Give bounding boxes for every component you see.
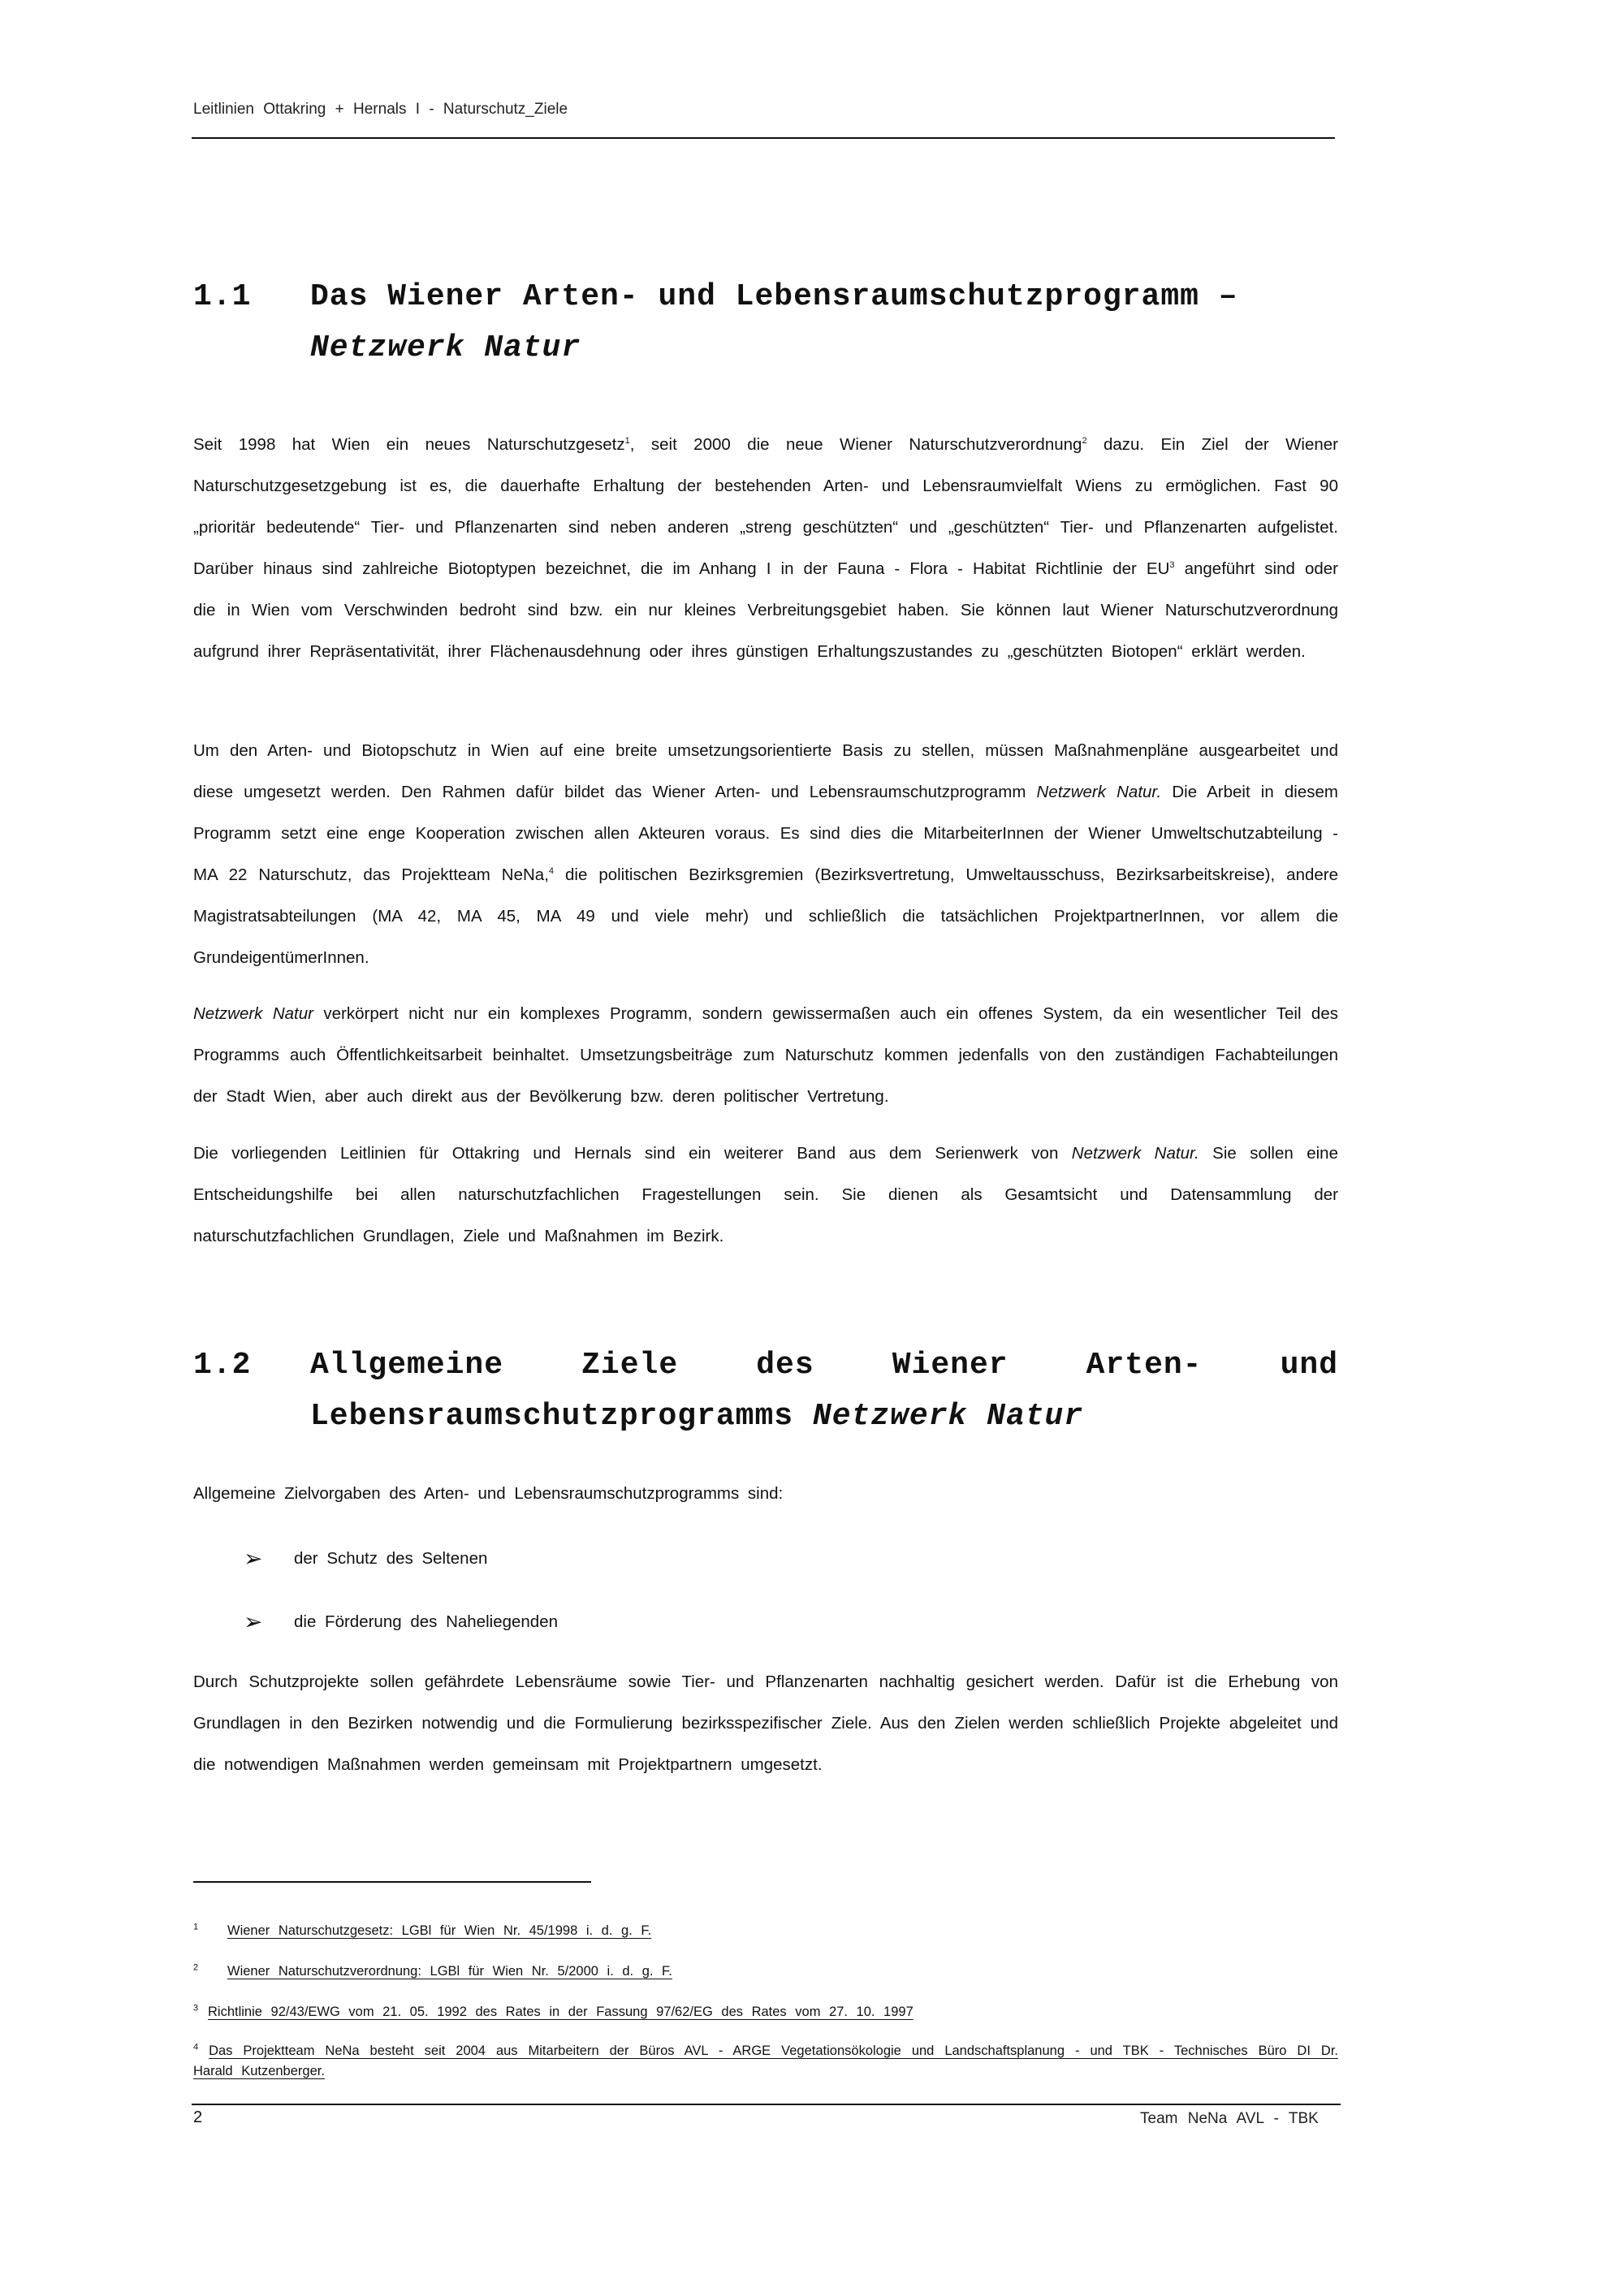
list-item: ➢ die Förderung des Naheliegenden: [244, 1598, 558, 1661]
section-title-italic: Netzwerk Natur: [310, 330, 581, 365]
footnote-mark: 4: [193, 2042, 199, 2052]
paragraph: Seit 1998 hat Wien ein neues Naturschutzgesetz$^1$, seit 2000 die neue Wiener Naturschutzverordnung$^2$ dazu. Ein Ziel der Wiener Naturschutzgesetzgebung ist es, die dauerhafte Erhaltung der bestehenden Arten- und Lebensraumvielfalt Wiens zu ermöglichen. Fast 90 „prioritär bedeutende“ Tier- und Pflanzenarten sind neben anderen „streng geschützten“ und „geschützten“ Tier- und Pflanzenarten aufgelistet. Darüber hinaus sind zahlreiche Biotoptypen bezeichnet, die im Anhang I in der Fauna - Flora - Habitat Richtlinie der $EU^3$ angeführt sind oder die in Wien vom Verschwinden bedroht sind bzw. ein nur kleines Verbreitungsgebiet haben. Sie können laut Wiener Naturschutzverordnung aufgrund ihrer Repräsentativität, ihrer Flächenausdehnung oder ihres günstigen Erhaltungszustandes zu „geschützten Biotopen“ erklärt werden.: [193, 435, 1339, 661]
section-heading-1-2: [193, 1340, 1338, 1442]
footnote-divider: [193, 1881, 591, 1883]
arrow-bullet-icon: ➢: [244, 1546, 263, 1571]
section-title-italic: Netzwerk Natur: [812, 1399, 1084, 1434]
list-item: ➢ der Schutz des Seltenen: [244, 1534, 558, 1598]
footnote-ref: 1: [624, 436, 630, 447]
footnote-2: $^2$ Wiener Naturschutzverordnung: LGBl für Wien Nr. 5/2000 i. d. g. F.: [193, 1962, 672, 1979]
section-heading-1-1: [193, 271, 1338, 373]
footer-divider: [192, 2104, 1341, 2105]
goal-list: [244, 1534, 558, 1661]
header-divider: [192, 137, 1335, 139]
paragraph: Netzwerk Natur verkörpert nicht nur ein komplexes Programm, sondern gewissermaßen auch ein offenes System, da ein wesentlicher Teil des Programms auch Öffentlichkeitsarbeit beinhaltet. Umsetzungsbeiträge zum Naturschutz kommen jedenfalls von den zuständigen Fachabteilungen der Stadt Wien, aber auch direkt aus der Bevölkerung bzw. deren politischer Vertretung.: [193, 1004, 1338, 1106]
footnote-3: $^3$ Richtlinie 92/43/EWG vom 21. 05. 1992 des Rates in der Fassung 97/62/EG des Rates vom 27. 10. 1997: [193, 2003, 914, 2019]
list-intro: Allgemeine Zielvorgaben des Arten- und Lebensraumschutzprogramms sind:: [193, 1484, 784, 1503]
footnote-1: $^1$ Wiener Naturschutzgesetz: LGBl für Wien Nr. 45/1998 i. d. g. F.: [193, 1922, 652, 1938]
paragraph: Durch Schutzprojekte sollen gefährdete Lebensräume sowie Tier- und Pflanzenarten nachhaltig gesichert werden. Dafür ist die Erhebung von Grundlagen in den Bezirken notwendig und die Formulierung bezirksspezifischer Ziele. Aus den Zielen werden schließlich Projekte abgeleitet und die notwendigen Maßnahmen werden gemeinsam mit Projektpartnern umgesetzt.: [193, 1672, 1338, 1774]
section-title: Allgemeine Ziele des Wiener Arten- und Lebensraumschutzprogramms Netzwerk Natur: [310, 1348, 1338, 1434]
page-number: 2: [193, 2108, 203, 2126]
section-number: 1.1: [193, 279, 252, 314]
section-number: 1.2: [193, 1348, 252, 1383]
paragraph: Die vorliegenden Leitlinien für Ottakring und Hernals sind ein weiterer Band aus dem Serienwerk von Netzwerk Natur. Sie sollen eine Entscheidungshilfe bei allen naturschutzfachlichen Fragestellungen sein. Sie dienen als Gesamtsicht und Datensammlung der naturschutzfachlichen Grundlagen, Ziele und Maßnahmen im Bezirk.: [193, 1144, 1338, 1245]
arrow-bullet-icon: ➢: [244, 1609, 263, 1634]
paragraph: Um den Arten- und Biotopschutz in Wien auf eine breite umsetzungsorientierte Basis zu stellen, müssen Maßnahmenpläne ausgearbeitet und diese umgesetzt werden. Den Rahmen dafür bildet das Wiener Arten- und Lebensraumschutzprogramm Netzwerk Natur. Die Arbeit in diesem Programm setzt eine enge Kooperation zwischen allen Akteuren voraus. Es sind dies die MitarbeiterInnen der Wiener Umweltschutzabteilung - MA 22 Naturschutz, das Projektteam NeNa,$^4$ die politischen Bezirksgremien (Bezirksvertretung, Umweltausschuss, Bezirksarbeitskreise), andere Magistratsabteilungen (MA 42, MA 45, MA 49 und viele mehr) und schließlich die tatsächlichen ProjektpartnerInnen, vor allem die GrundeigentümerInnen.: [193, 741, 1338, 967]
footnote-ref: 3: [1169, 560, 1175, 571]
section-title: Das Wiener Arten- und Lebensraumschutzprogramm – Netzwerk Natur: [310, 279, 1238, 365]
footnote-mark: 3: [193, 2003, 199, 2013]
footnote-ref: 4: [548, 866, 555, 877]
footer-credit: Team NeNa AVL - TBK: [1140, 2110, 1319, 2127]
running-header: Leitlinien Ottakring + Hernals I - Naturschutz_Ziele: [193, 101, 568, 118]
footnote-ref: 2: [1082, 436, 1087, 447]
footnote-4: $^4$ Das Projektteam NeNa besteht seit 2004 aus Mitarbeitern der Büros AVL - ARGE Vegetationsökologie und Landschaftsplanung - und TBK - Technisches Büro DI Dr. Harald Kutzenberger.: [193, 2042, 1338, 2078]
footnote-mark: 1: [193, 1922, 199, 1932]
footnote-mark: 2: [193, 1962, 199, 1973]
